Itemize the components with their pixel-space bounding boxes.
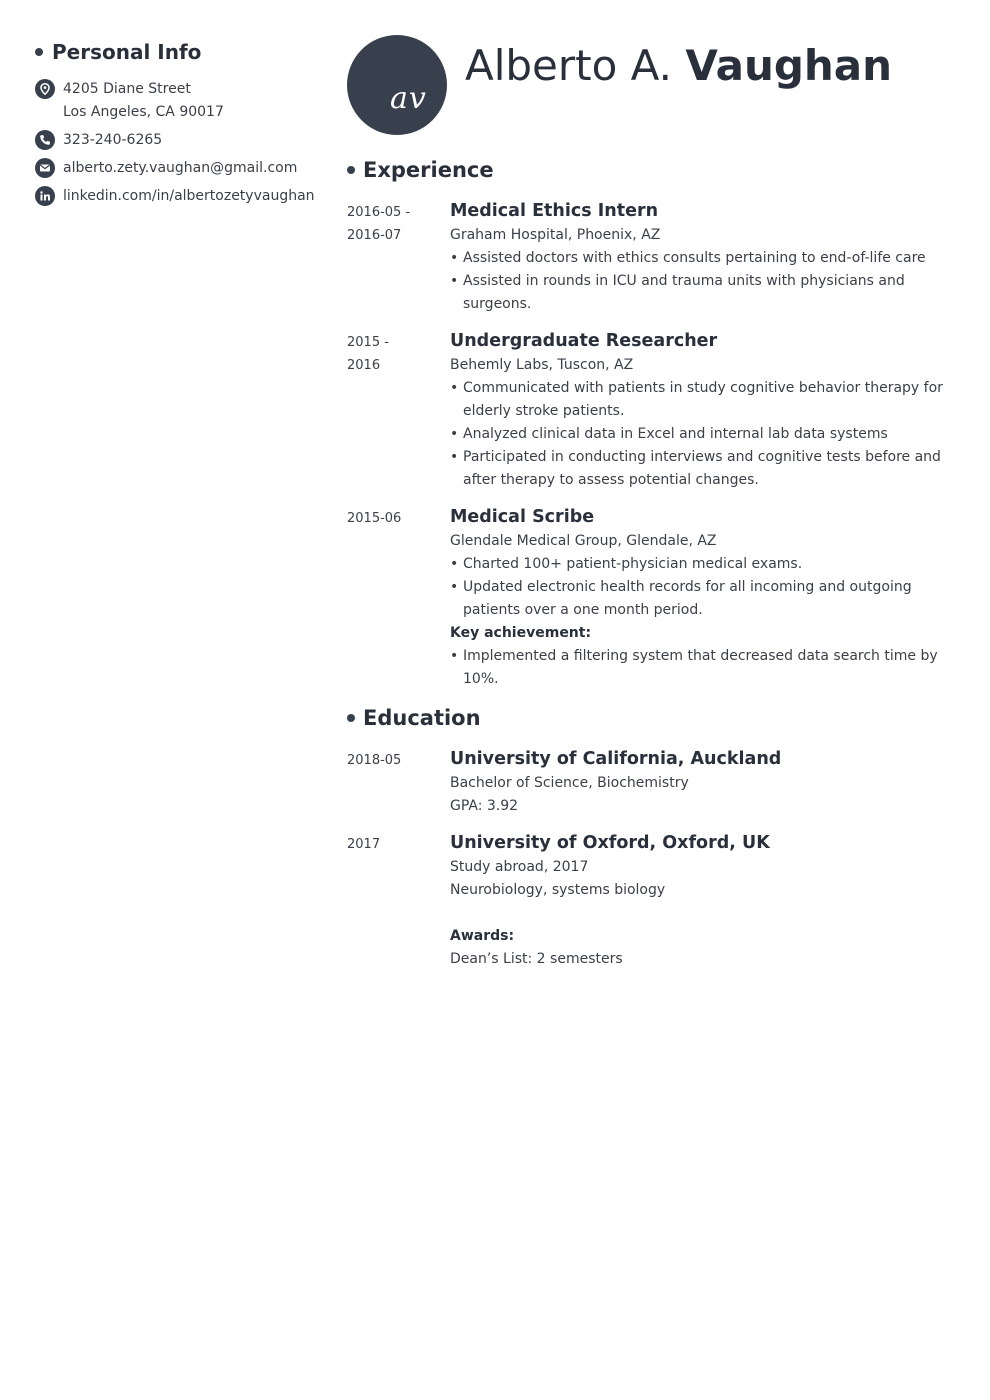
education-list [347,746,957,971]
job-title: Medical Scribe [450,507,595,527]
contact-address [35,78,325,124]
bullet-dot [347,166,355,174]
job-duties [450,377,957,492]
personal-info-title: Personal Info [52,40,202,64]
job-title: Medical Ethics Intern [450,201,659,221]
awards-value: Dean’s List: 2 semesters [450,951,623,967]
achievement-item: • Implemented a filtering system that decreased data search time by 10%. [450,645,957,691]
email-address[interactable]: alberto.zety.vaughan@gmail.com [63,160,298,176]
personal-info-heading [35,38,325,66]
date-end: 2016 [347,358,381,373]
duty-item: • Assisted doctors with ethics consults pertaining to end-of-life care [450,247,957,270]
job-duties [450,247,957,316]
achievement-label: Key achievement: [450,625,592,641]
awards-label: Awards: [450,928,515,944]
bullet-dot [347,714,355,722]
linkedin-url[interactable]: linkedin.com/in/albertozetyvaughan [63,188,315,204]
school-name: University of Oxford, Oxford, UK [450,833,770,853]
first-name: Alberto A. [465,41,673,90]
education-heading [347,703,957,733]
school-name: University of California, Auckland [450,749,782,769]
study-detail: Neurobiology, systems biology [450,882,666,898]
duty-item: • Participated in conducting interviews and cognitive tests before and after therapy to assess potential changes. [450,446,957,492]
bullet-dot [35,48,43,56]
date-value: 2018-05 [347,753,402,768]
date-value: 2017 [347,837,381,852]
contact-phone [35,129,325,152]
job-date [347,198,450,316]
address-line-1: 4205 Diane Street [63,81,191,97]
date-start: 2015-06 [347,511,402,526]
degree: Bachelor of Science, Biochemistry [450,775,689,791]
duty-item: • Analyzed clinical data in Excel and internal lab data systems [450,423,957,446]
duty-item: • Communicated with patients in study cognitive behavior therapy for elderly stroke patients. [450,377,957,423]
study-detail: Study abroad, 2017 [450,859,589,875]
job-entry [347,198,957,316]
contact-linkedin [35,185,325,208]
experience-list [347,198,957,691]
duty-item: • Charted 100+ patient-physician medical exams. [450,553,957,576]
job-entry [347,328,957,492]
job-organization: Behemly Labs, Tuscon, AZ [450,357,634,373]
job-date [347,504,450,691]
linkedin-icon [35,186,55,206]
job-organization: Graham Hospital, Phoenix, AZ [450,227,661,243]
email-icon [35,158,55,178]
avatar [347,35,447,135]
main-content [347,35,957,983]
phone-icon [35,130,55,150]
resume-header [347,35,957,135]
experience-heading [347,155,957,185]
education-entry [347,830,957,971]
avatar-initials: av [390,81,427,116]
phone-number[interactable]: 323-240-6265 [63,132,163,148]
achievement-list [450,645,957,691]
last-name: Vaughan [685,41,893,90]
education-entry [347,746,957,818]
location-pin-icon [35,79,55,99]
date-end: 2016-07 [347,228,402,243]
date-start: 2015 - [347,335,389,350]
education-title: Education [363,706,481,730]
job-date [347,328,450,492]
job-organization: Glendale Medical Group, Glendale, AZ [450,533,717,549]
sidebar [35,38,325,213]
experience-title: Experience [363,158,494,182]
address-line-2: Los Angeles, CA 90017 [63,104,224,120]
date-start: 2016-05 - [347,205,411,220]
contact-email [35,157,325,180]
education-date [347,746,450,818]
job-entry [347,504,957,691]
duty-item: • Updated electronic health records for all incoming and outgoing patients over a one month period. [450,576,957,622]
education-date [347,830,450,971]
duty-item: • Assisted in rounds in ICU and trauma units with physicians and surgeons. [450,270,957,316]
job-title: Undergraduate Researcher [450,331,718,351]
job-duties [450,553,957,622]
contact-list [35,78,325,208]
full-name [465,41,892,91]
gpa: GPA: 3.92 [450,798,519,814]
